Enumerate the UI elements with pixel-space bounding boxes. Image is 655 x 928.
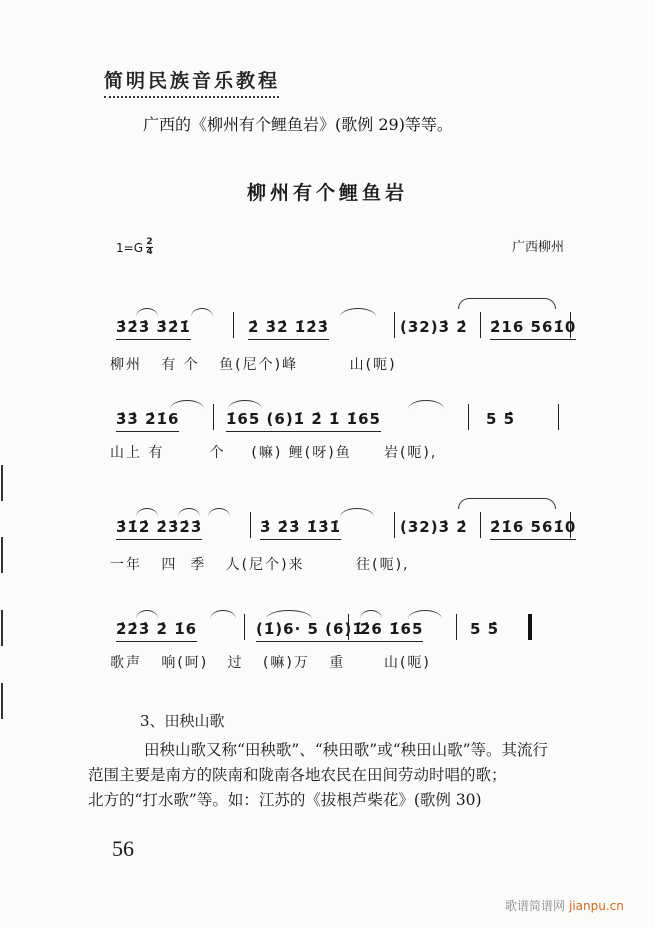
book-title-header: 简明民族音乐教程 — [104, 70, 281, 92]
watermark-url: jianpu.cn — [569, 899, 624, 913]
note-group: 5 5̂ — [486, 410, 516, 428]
section-heading: 3、田秧山歌 — [140, 712, 225, 730]
note-group: (32)3̇ 2̇ — [400, 518, 468, 536]
note-group: 3̇ 2̇3̇ 1̇3̇1̇ — [260, 518, 341, 536]
header-dotted-rule — [104, 96, 279, 98]
notation-line — [108, 620, 578, 646]
song-origin: 广西柳州 — [512, 240, 565, 255]
note-group: 2̇ 3̇2̇ 1̇2̇3̇ — [248, 318, 329, 336]
note-group: 5 5̂ — [470, 620, 500, 638]
scan-artifact — [1, 683, 3, 719]
scan-artifact — [1, 537, 3, 573]
notation-line — [108, 318, 578, 344]
note-group: (1̇)6· 5 (6)1̇ — [256, 620, 364, 638]
paragraph-line: 北方的“打水歌”等。如：江苏的《拔根芦柴花》(歌例 30) — [88, 791, 482, 809]
note-group: 3̇1̇2̇ 2̇3̇2̇3̇ — [116, 518, 202, 536]
key-signature — [116, 238, 153, 257]
time-signature: $\frac{2}{4}$ — [146, 237, 153, 257]
intro-line: 广西的《柳州有个鲤鱼岩》(歌例 29)等等。 — [143, 115, 453, 134]
scan-artifact — [1, 465, 3, 501]
page-number: 56 — [112, 836, 134, 861]
note-group: 2̇16 561̇0 — [490, 318, 576, 336]
lyrics-line: 柳州 有 个 鱼(尼个)峰 山(呃) — [110, 357, 397, 373]
note-group: 2̇2̇3̇ 2̇ 1̇6 — [116, 620, 197, 638]
notation-line — [108, 410, 578, 436]
notation-line — [108, 518, 578, 544]
note-group: 1̇65 (6)1̇ 2̇ 1̇ 1̇65 — [226, 410, 381, 428]
section-paragraph — [88, 738, 606, 813]
key-label: 1=G — [116, 240, 143, 255]
watermark — [505, 897, 624, 914]
lyrics-line: 歌声 响(呵) 过 (嘛)万 重 山(呃) — [110, 655, 431, 671]
note-group: 2̇6 1̇65 — [360, 620, 423, 638]
note-group: 3̇3̇ 2̇1̇6 — [116, 410, 179, 428]
note-group: 2̇1̇6 561̇0 — [490, 518, 576, 536]
note-group: (32)3̇ 2̇ — [400, 318, 468, 336]
note-group: 3̇2̇3̇ 3̇2̇1̇ — [116, 318, 191, 336]
paragraph-line: 田秧山歌又称“田秧歌”、“秧田歌”或“秧田山歌”等。其流行 — [144, 741, 549, 759]
song-title: 柳州有个鲤鱼岩 — [246, 182, 408, 204]
paragraph-line: 范围主要是南方的陕南和陇南各地农民在田间劳动时唱的歌； — [88, 766, 507, 784]
lyrics-line: 一年 四 季 人(尼个)来 往(呃), — [110, 557, 410, 573]
watermark-site-name: 歌谱简谱网 — [505, 899, 566, 913]
lyrics-line: 山上 有 个 (嘛) 鲤(呀)鱼 岩(呃), — [110, 445, 438, 461]
scan-artifact — [1, 610, 3, 646]
